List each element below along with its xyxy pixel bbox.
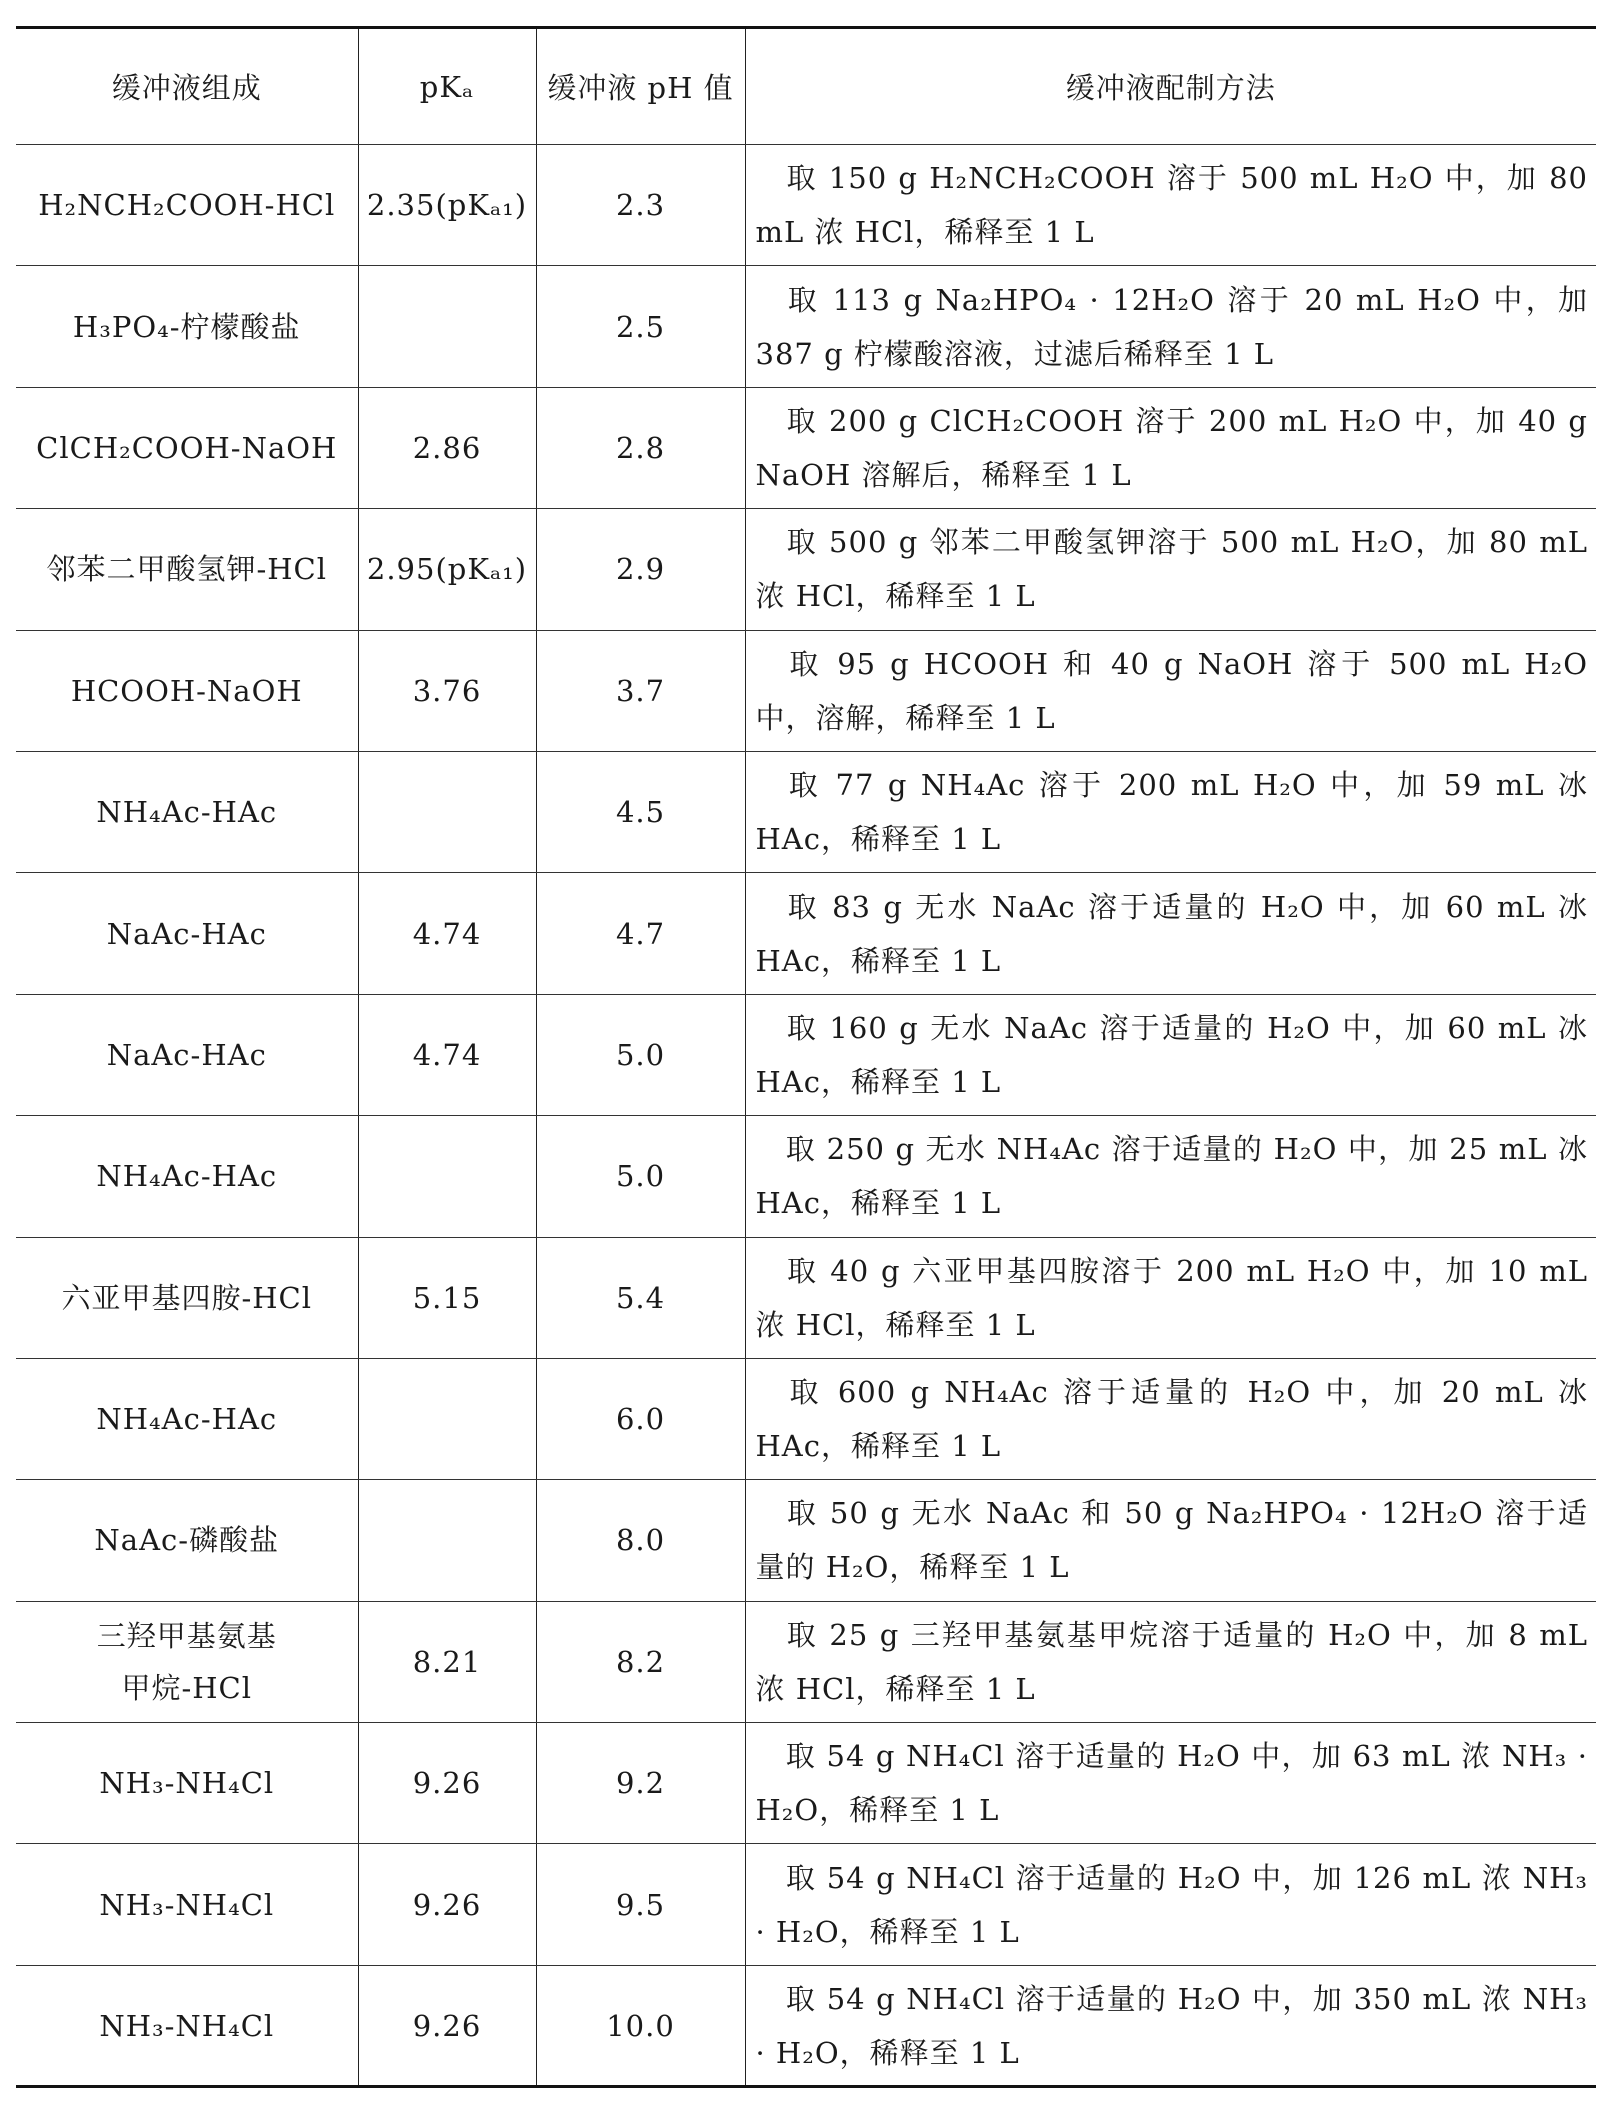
cell-ph: 3.7 (536, 630, 745, 751)
method-text: 取 77 g NH₄Ac 溶于 200 mL H₂O 中，加 59 mL 冰 HAc，稀释至 1 L (755, 768, 1588, 857)
cell-method (745, 1358, 1596, 1479)
cell-method (745, 266, 1596, 387)
table-row (16, 873, 1596, 994)
cell-method (745, 145, 1596, 266)
method-text: 取 150 g H₂NCH₂COOH 溶于 500 mL H₂O 中，加 80 mL 浓 HCl，稀释至 1 L (755, 161, 1588, 250)
cell-method (745, 630, 1596, 751)
cell-ph: 6.0 (536, 1358, 745, 1479)
cell-composition (16, 630, 358, 751)
table-row (16, 1358, 1596, 1479)
cell-method (745, 1723, 1596, 1844)
method-text: 取 200 g ClCH₂COOH 溶于 200 mL H₂O 中，加 40 g NaOH 溶解后，稀释至 1 L (755, 403, 1588, 492)
composition-text: NaAc-HAc (106, 916, 267, 951)
cell-pka: 9.26 (358, 1965, 536, 2086)
cell-method (745, 387, 1596, 508)
cell-method (745, 1601, 1596, 1722)
cell-pka: 5.15 (358, 1237, 536, 1358)
table-body (16, 145, 1596, 2087)
cell-pka: 3.76 (358, 630, 536, 751)
cell-ph: 5.4 (536, 1237, 745, 1358)
cell-method (745, 1237, 1596, 1358)
composition-text: 三羟甲基氨基 甲烷-HCl (96, 1618, 277, 1705)
cell-composition (16, 1480, 358, 1601)
method-text: 取 25 g 三羟甲基氨基甲烷溶于适量的 H₂O 中，加 8 mL 浓 HCl，稀释至 1 L (755, 1617, 1588, 1706)
composition-text: NaAc-磷酸盐 (94, 1523, 280, 1558)
table-row (16, 509, 1596, 630)
cell-ph: 2.9 (536, 509, 745, 630)
composition-text: 邻苯二甲酸氢钾-HCl (46, 552, 328, 587)
cell-method (745, 1480, 1596, 1601)
cell-pka: 2.35(pKₐ₁) (358, 145, 536, 266)
cell-pka (358, 266, 536, 387)
cell-composition (16, 145, 358, 266)
cell-pka: 8.21 (358, 1601, 536, 1722)
composition-text: H₂NCH₂COOH-HCl (38, 188, 336, 223)
cell-ph: 5.0 (536, 994, 745, 1115)
buffer-table (16, 26, 1596, 2088)
table-row (16, 145, 1596, 266)
cell-composition (16, 1844, 358, 1965)
cell-method (745, 509, 1596, 630)
table-row (16, 1844, 1596, 1965)
method-text: 取 54 g NH₄Cl 溶于适量的 H₂O 中，加 126 mL 浓 NH₃ · H₂O，稀释至 1 L (755, 1860, 1588, 1949)
table-row (16, 630, 1596, 751)
cell-ph: 2.3 (536, 145, 745, 266)
cell-method (745, 994, 1596, 1115)
table-row (16, 751, 1596, 872)
table-row (16, 1237, 1596, 1358)
method-text: 取 95 g HCOOH 和 40 g NaOH 溶于 500 mL H₂O 中，溶解，稀释至 1 L (755, 646, 1588, 735)
method-text: 取 83 g 无水 NaAc 溶于适量的 H₂O 中，加 60 mL 冰 HAc，稀释至 1 L (755, 889, 1588, 978)
cell-method (745, 751, 1596, 872)
cell-pka: 9.26 (358, 1844, 536, 1965)
method-text: 取 54 g NH₄Cl 溶于适量的 H₂O 中，加 63 mL 浓 NH₃ · H₂O，稀释至 1 L (755, 1739, 1588, 1828)
cell-ph: 10.0 (536, 1965, 745, 2086)
cell-ph: 5.0 (536, 1116, 745, 1237)
method-text: 取 40 g 六亚甲基四胺溶于 200 mL H₂O 中，加 10 mL 浓 HCl，稀释至 1 L (755, 1253, 1588, 1342)
composition-text: 六亚甲基四胺-HCl (61, 1280, 313, 1315)
header-composition: 缓冲液组成 (16, 28, 358, 145)
header-row (16, 28, 1596, 145)
cell-pka (358, 1480, 536, 1601)
composition-text: NH₃-NH₄Cl (99, 1766, 275, 1801)
table-row (16, 266, 1596, 387)
table-row (16, 1723, 1596, 1844)
cell-composition (16, 1358, 358, 1479)
cell-ph: 8.2 (536, 1601, 745, 1722)
cell-composition (16, 266, 358, 387)
cell-composition (16, 1116, 358, 1237)
cell-ph: 2.5 (536, 266, 745, 387)
cell-composition (16, 1601, 358, 1722)
cell-composition (16, 387, 358, 508)
header-ph: 缓冲液 pH 值 (536, 28, 745, 145)
composition-text: NH₄Ac-HAc (96, 1402, 278, 1437)
cell-pka: 2.86 (358, 387, 536, 508)
cell-method (745, 1965, 1596, 2086)
method-text: 取 54 g NH₄Cl 溶于适量的 H₂O 中，加 350 mL 浓 NH₃ · H₂O，稀释至 1 L (755, 1981, 1588, 2070)
cell-pka: 4.74 (358, 873, 536, 994)
method-text: 取 113 g Na₂HPO₄ · 12H₂O 溶于 20 mL H₂O 中，加 387 g 柠檬酸溶液，过滤后稀释至 1 L (755, 282, 1588, 371)
cell-pka (358, 1358, 536, 1479)
composition-text: HCOOH-NaOH (70, 673, 303, 708)
method-text: 取 250 g 无水 NH₄Ac 溶于适量的 H₂O 中，加 25 mL 冰 HAc，稀释至 1 L (755, 1132, 1588, 1221)
cell-composition (16, 751, 358, 872)
cell-composition (16, 1237, 358, 1358)
method-text: 取 600 g NH₄Ac 溶于适量的 H₂O 中，加 20 mL 冰 HAc，稀释至 1 L (755, 1375, 1588, 1464)
cell-composition (16, 1965, 358, 2086)
composition-text: NH₃-NH₄Cl (99, 2008, 275, 2043)
composition-text: NH₃-NH₄Cl (99, 1887, 275, 1922)
cell-method (745, 1844, 1596, 1965)
table-row (16, 994, 1596, 1115)
composition-text: NaAc-HAc (106, 1037, 267, 1072)
cell-ph: 2.8 (536, 387, 745, 508)
cell-composition (16, 509, 358, 630)
composition-text: ClCH₂COOH-NaOH (36, 430, 338, 465)
cell-composition (16, 873, 358, 994)
cell-composition (16, 994, 358, 1115)
cell-composition (16, 1723, 358, 1844)
cell-ph: 4.5 (536, 751, 745, 872)
method-text: 取 500 g 邻苯二甲酸氢钾溶于 500 mL H₂O，加 80 mL 浓 HCl，稀释至 1 L (755, 525, 1588, 614)
header-pka: pKₐ (358, 28, 536, 145)
table-row (16, 1480, 1596, 1601)
table-row (16, 1965, 1596, 2086)
cell-pka (358, 1116, 536, 1237)
cell-ph: 9.2 (536, 1723, 745, 1844)
cell-ph: 8.0 (536, 1480, 745, 1601)
cell-pka (358, 751, 536, 872)
table-header (16, 28, 1596, 145)
cell-ph: 9.5 (536, 1844, 745, 1965)
table-row (16, 1116, 1596, 1237)
composition-text: H₃PO₄-柠檬酸盐 (72, 309, 301, 344)
cell-method (745, 873, 1596, 994)
header-method: 缓冲液配制方法 (745, 28, 1596, 145)
composition-text: NH₄Ac-HAc (96, 1159, 278, 1194)
method-text: 取 50 g 无水 NaAc 和 50 g Na₂HPO₄ · 12H₂O 溶于适量的 H₂O，稀释至 1 L (755, 1496, 1588, 1585)
cell-pka: 9.26 (358, 1723, 536, 1844)
cell-method (745, 1116, 1596, 1237)
table-row (16, 1601, 1596, 1722)
table-row (16, 387, 1596, 508)
composition-text: NH₄Ac-HAc (96, 795, 278, 830)
method-text: 取 160 g 无水 NaAc 溶于适量的 H₂O 中，加 60 mL 冰 HAc，稀释至 1 L (755, 1010, 1588, 1099)
cell-pka: 4.74 (358, 994, 536, 1115)
cell-ph: 4.7 (536, 873, 745, 994)
cell-pka: 2.95(pKₐ₁) (358, 509, 536, 630)
